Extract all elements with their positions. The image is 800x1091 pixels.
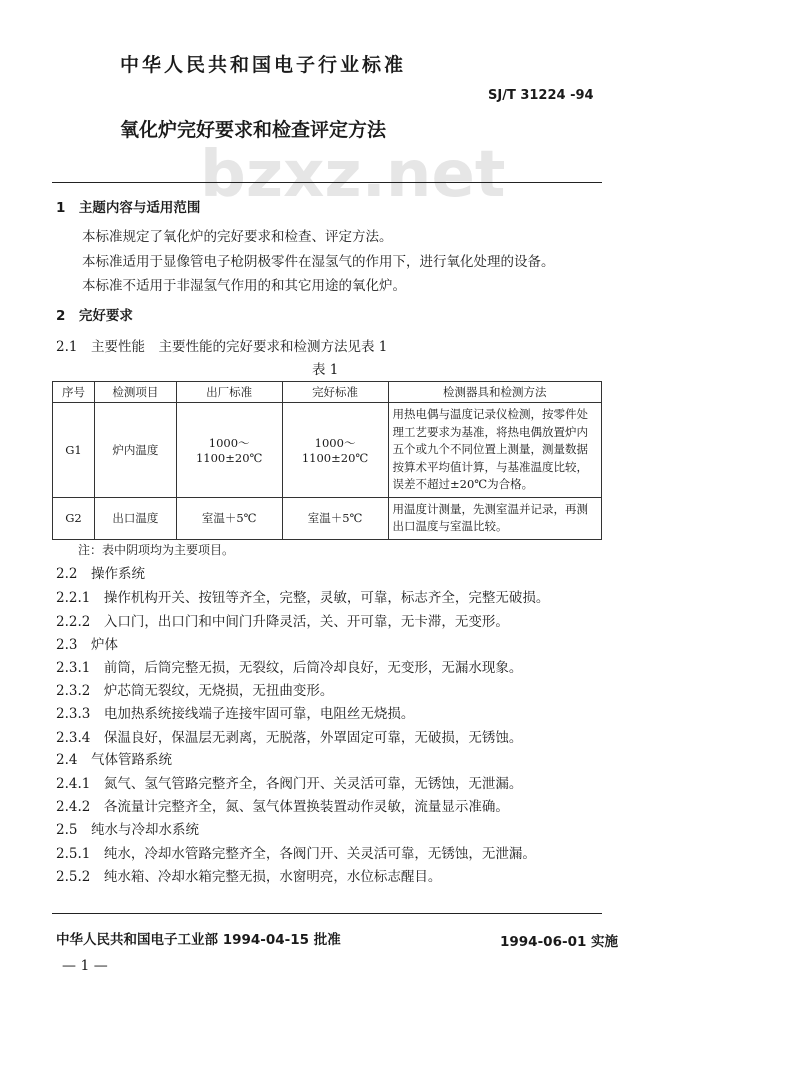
cell-factory: 1000～1100±20℃ — [176, 403, 282, 498]
section-1-para-2: 本标准适用于显像管电子枪阴极零件在湿氢气的作用下，进行氧化处理的设备。 — [82, 254, 555, 270]
item-2-3-1: 2.3.1 前筒，后筒完整无损，无裂纹，后筒冷却良好，无变形，无漏水现象。 — [56, 660, 523, 676]
cell-no: G2 — [53, 497, 95, 539]
approval-line: 中华人民共和国电子工业部 1994-04-15 批准 — [56, 932, 341, 948]
table-note: 注：表中阴项均为主要项目。 — [78, 543, 235, 557]
col-header-no: 序号 — [53, 382, 95, 403]
section-2-heading: 2 完好要求 — [56, 308, 133, 324]
section-1-para-1: 本标准规定了氧化炉的完好要求和检查、评定方法。 — [82, 229, 393, 245]
table-header-row — [53, 382, 602, 403]
cell-no: G1 — [53, 403, 95, 498]
document-title: 氧化炉完好要求和检查评定方法 — [120, 119, 387, 141]
section-1-heading: 1 主题内容与适用范围 — [56, 200, 201, 216]
table-row — [53, 403, 602, 498]
section-2-2-title: 2.2 操作系统 — [56, 566, 145, 582]
section-2-1: 2.1 主要性能 主要性能的完好要求和检测方法见表 1 — [56, 339, 388, 355]
item-2-3-2: 2.3.2 炉芯筒无裂纹，无烧损，无扭曲变形。 — [56, 683, 334, 699]
cell-factory: 室温＋5℃ — [176, 497, 282, 539]
watermark: bzxz.net — [200, 138, 506, 212]
item-2-4-1: 2.4.1 氮气、氢气管路完整齐全，各阀门开、关灵活可靠，无锈蚀，无泄漏。 — [56, 776, 523, 792]
item-2-3-4: 2.3.4 保温良好，保温层无剥离，无脱落，外罩固定可靠，无破损，无锈蚀。 — [56, 730, 523, 746]
item-2-2-2: 2.2.2 入口门，出口门和中间门升降灵活，关、开可靠，无卡滞，无变形。 — [56, 614, 509, 630]
item-2-5-2: 2.5.2 纯水箱、冷却水箱完整无损，水窗明亮，水位标志醒目。 — [56, 869, 442, 885]
col-header-factory: 出厂标准 — [176, 382, 282, 403]
page-number: — 1 — — [62, 958, 108, 974]
item-2-3-3: 2.3.3 电加热系统接线端子连接牢固可靠，电阻丝无烧损。 — [56, 706, 415, 722]
item-2-4-2: 2.4.2 各流量计完整齐全，氮、氢气体置换装置动作灵敏，流量显示准确。 — [56, 799, 509, 815]
section-2-3-title: 2.3 炉体 — [56, 637, 118, 653]
section-2-5-title: 2.5 纯水与冷却水系统 — [56, 822, 199, 838]
standard-code: SJ/T 31224 -94 — [488, 88, 594, 103]
standard-title: 中华人民共和国电子行业标准 — [120, 54, 407, 76]
item-2-5-1: 2.5.1 纯水，冷却水管路完整齐全，各阀门开、关灵活可靠，无锈蚀，无泄漏。 — [56, 846, 536, 862]
cell-item: 炉内温度 — [94, 403, 176, 498]
section-1-para-3: 本标准不适用于非湿氢气作用的和其它用途的氧化炉。 — [82, 278, 406, 294]
cell-good: 1000～1100±20℃ — [282, 403, 388, 498]
item-2-2-1: 2.2.1 操作机构开关、按钮等齐全，完整，灵敏，可靠，标志齐全，完整无破损。 — [56, 590, 550, 606]
cell-method: 用温度计测量，先测室温并记录，再测出口温度与室温比较。 — [388, 497, 601, 539]
header-rule — [52, 182, 602, 183]
footer-rule — [52, 913, 602, 914]
section-2-4-title: 2.4 气体管路系统 — [56, 752, 172, 768]
col-header-item: 检测项目 — [94, 382, 176, 403]
performance-table — [52, 381, 602, 540]
cell-good: 室温＋5℃ — [282, 497, 388, 539]
implementation-date: 1994-06-01 实施 — [500, 934, 619, 950]
cell-method: 用热电偶与温度记录仪检测，按零件处理工艺要求为基准，将热电偶放置炉内五个或九个不同位置上测量，测量数据按算术平均值计算，与基准温度比较，误差不超过±20℃为合格。 — [388, 403, 601, 498]
col-header-good: 完好标准 — [282, 382, 388, 403]
table-row — [53, 497, 602, 539]
cell-item: 出口温度 — [94, 497, 176, 539]
col-header-method: 检测器具和检测方法 — [388, 382, 601, 403]
table-caption: 表 1 — [312, 362, 339, 378]
